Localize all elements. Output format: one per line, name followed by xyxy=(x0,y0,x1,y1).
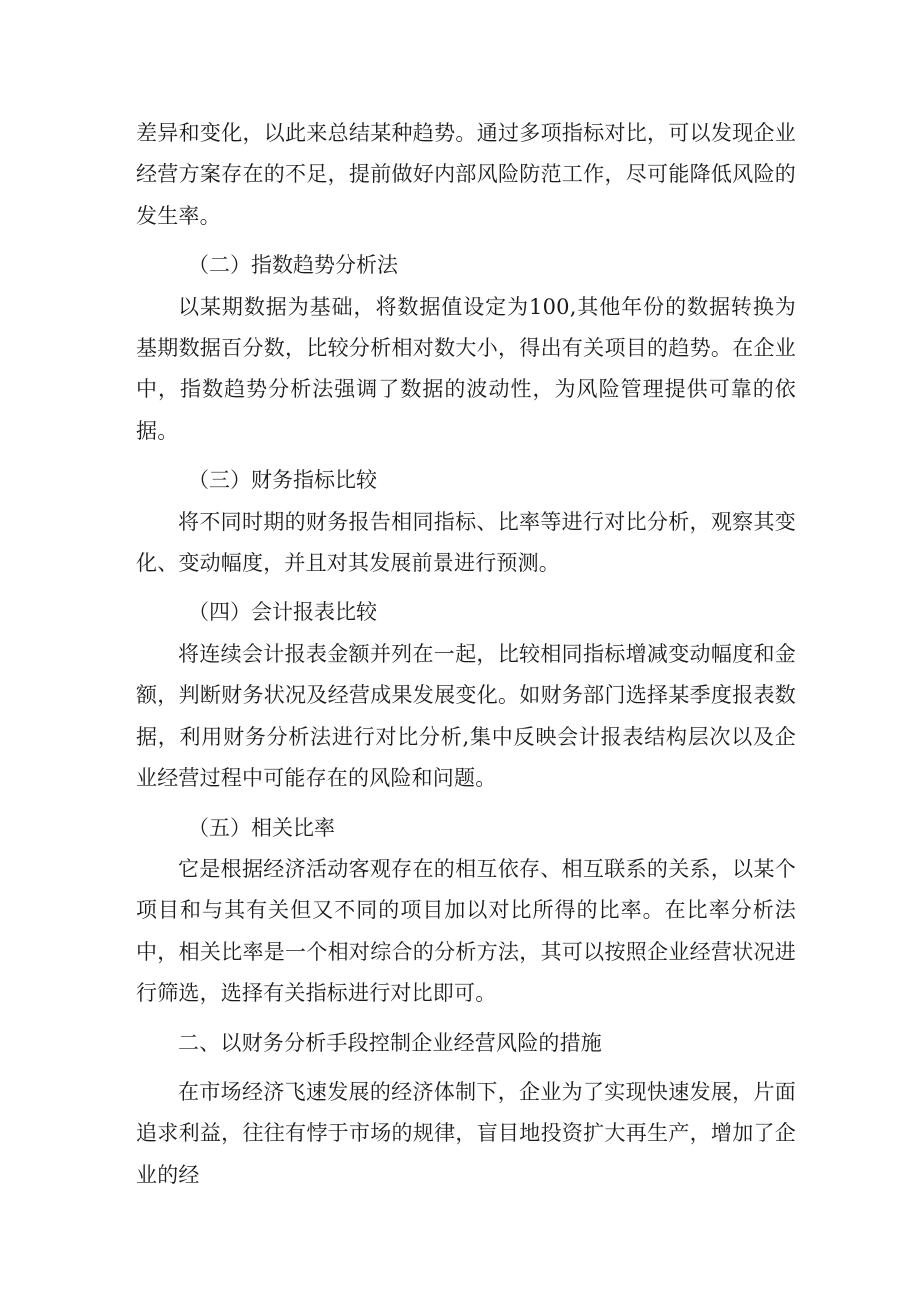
paragraph-index-trend: 以某期数据为基础，将数据值设定为100,其他年份的数据转换为基期数据百分数，比较分析相对数大小，得出有关项目的趋势。在企业中，指数趋势分析法强调了数据的波动性，为风险管理提供可靠的依据。 xyxy=(136,294,796,443)
paragraph-related-ratio: 它是根据经济活动客观存在的相互依存、相互联系的关系，以某个项目和与其有关但又不同的项目加以对比所得的比率。在比率分析法中，相关比率是一个相对综合的分析方法，其可以按照企业经营状况进行筛选，选择有关指标进行对比即可。 xyxy=(136,856,796,1006)
heading-related-ratio: （五）相关比率 xyxy=(188,815,335,840)
document-page xyxy=(136,113,796,1196)
heading-financial-indicator-comparison: （三）财务指标比较 xyxy=(188,468,377,493)
paragraph-accounting-statement: 将连续会计报表金额并列在一起，比较相同指标增减变动幅度和金额，判断财务状况及经营成果发展变化。如财务部门选择某季度报表数据，利用财务分析法进行对比分析,集中反映会计报表结构层次以及企业经营过程中可能存在的风险和问题。 xyxy=(136,641,796,791)
paragraph-intro-continued: 差异和变化，以此来总结某种趋势。通过多项指标对比，可以发现企业经营方案存在的不足，提前做好内部风险防范工作，尽可能降低风险的发生率。 xyxy=(136,121,796,228)
heading-index-trend-analysis: （二）指数趋势分析法 xyxy=(188,253,398,278)
paragraph-financial-indicator: 将不同时期的财务报告相同指标、比率等进行对比分析，观察其变化、变动幅度，并且对其发展前景进行预测。 xyxy=(136,509,796,576)
heading-accounting-statement-comparison: （四）会计报表比较 xyxy=(188,600,377,625)
section-title-risk-control-measures: 二、以财务分析手段控制企业经营风险的措施 xyxy=(178,1030,602,1055)
paragraph-market-economy: 在市场经济飞速发展的经济体制下，企业为了实现快速发展，片面追求利益，往往有悖于市场的规律，盲目地投资扩大再生产，增加了企业的经 xyxy=(136,1079,796,1187)
